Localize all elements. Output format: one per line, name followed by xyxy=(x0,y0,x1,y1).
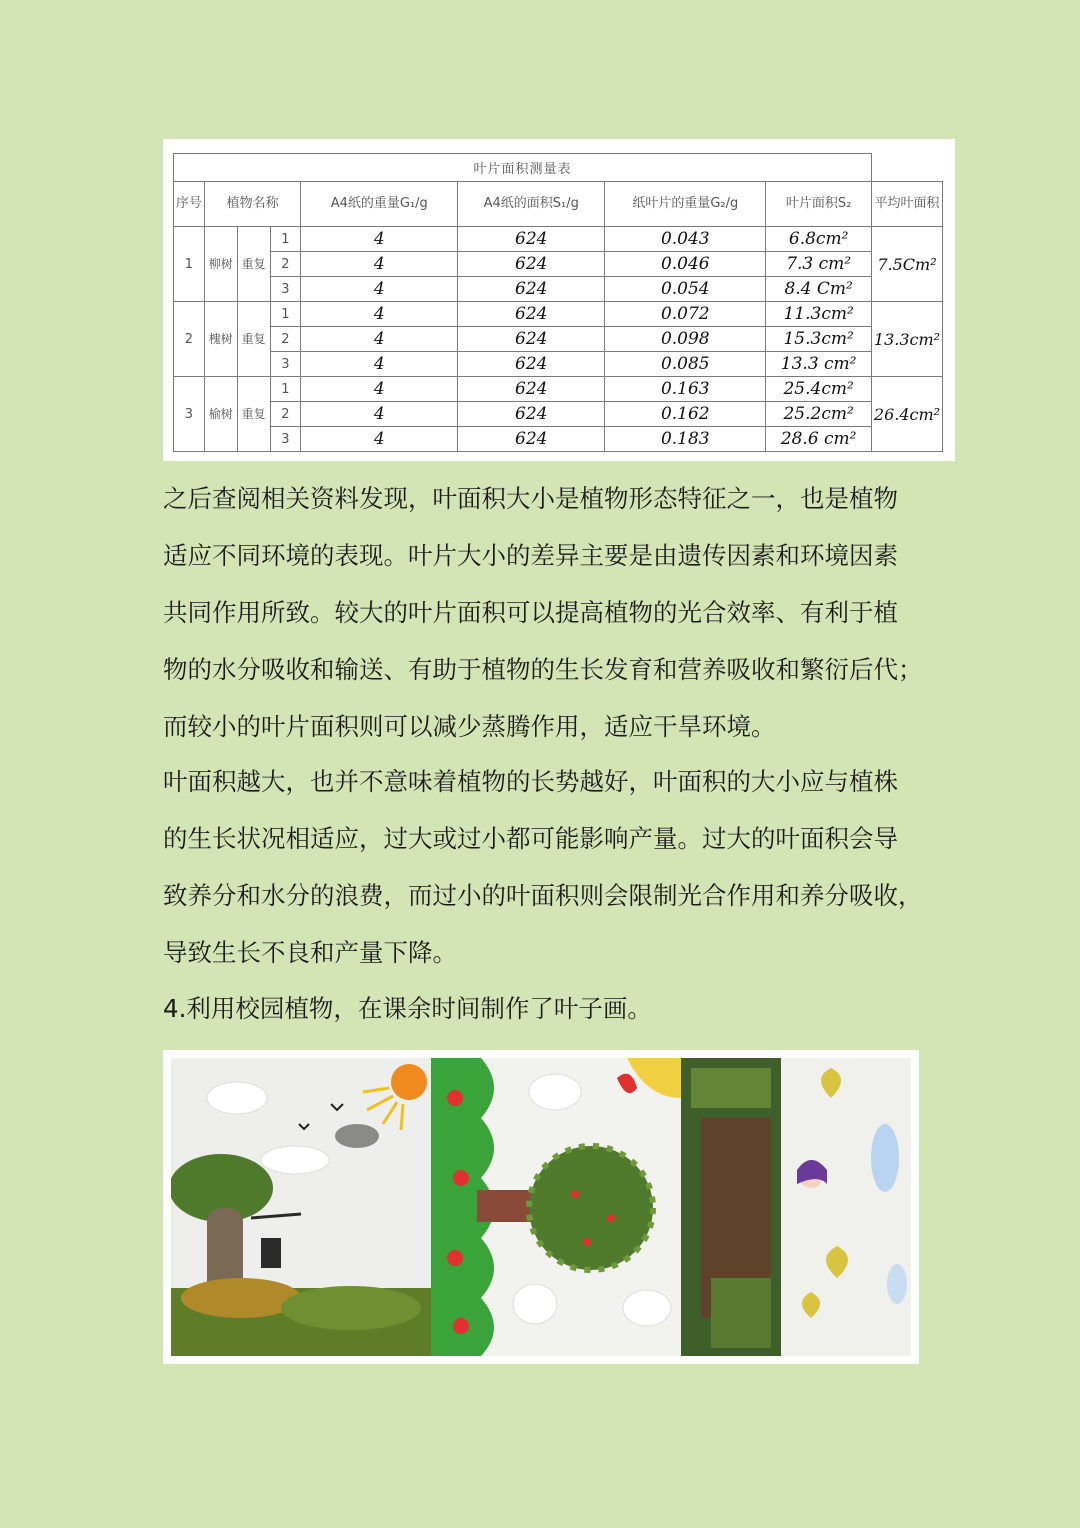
repeat-number: 2 xyxy=(270,402,301,427)
paragraph-leaf-area-yield xyxy=(163,753,943,981)
avg-area-cell: 7.5Cm² xyxy=(872,227,943,302)
paper-leaf-weight-cell: 0.043 xyxy=(605,227,766,252)
leaf-area-cell: 13.3 cm² xyxy=(766,352,872,377)
painting-panel-left xyxy=(171,1058,431,1356)
a4-area-cell: 624 xyxy=(458,252,605,277)
a4-area-cell: 624 xyxy=(458,377,605,402)
table-row xyxy=(174,352,943,377)
paper-leaf-weight-cell: 0.183 xyxy=(605,427,766,452)
repeat-label: 重复 xyxy=(237,302,270,377)
a4-weight-cell: 4 xyxy=(301,427,458,452)
text-line: 物的水分吸收和输送、有助于植物的生长发育和营养吸收和繁衍后代； xyxy=(163,655,923,684)
table-row xyxy=(174,377,943,402)
header-avg-area: 平均叶面积 xyxy=(872,182,943,227)
repeat-number: 3 xyxy=(270,427,301,452)
text-line: 致养分和水分的浪费，而过小的叶面积则会限制光合作用和养分吸收， xyxy=(163,881,923,910)
text-line: 适应不同环境的表现。叶片大小的差异主要是由遗传因素和环境因素 xyxy=(163,541,898,570)
a4-weight-cell: 4 xyxy=(301,377,458,402)
header-a4-weight: A4纸的重量G₁/g xyxy=(301,182,458,227)
leaf-painting-photo xyxy=(163,1050,919,1364)
a4-area-cell: 624 xyxy=(458,427,605,452)
plant-name: 槐树 xyxy=(204,302,237,377)
a4-area-cell: 624 xyxy=(458,277,605,302)
text-line: 而较小的叶片面积则可以减少蒸腾作用，适应干旱环境。 xyxy=(163,712,776,741)
paper-leaf-weight-cell: 0.085 xyxy=(605,352,766,377)
a4-area-cell: 624 xyxy=(458,402,605,427)
text-line: 共同作用所致。较大的叶片面积可以提高植物的光合效率、有利于植 xyxy=(163,598,898,627)
text-line: 导致生长不良和产量下降。 xyxy=(163,938,457,967)
repeat-label: 重复 xyxy=(237,377,270,452)
table-row xyxy=(174,427,943,452)
table-row xyxy=(174,252,943,277)
leaf-area-cell: 6.8cm² xyxy=(766,227,872,252)
header-plant-name: 植物名称 xyxy=(204,182,300,227)
leaf-area-cell: 15.3cm² xyxy=(766,327,872,352)
table-row xyxy=(174,277,943,302)
a4-weight-cell: 4 xyxy=(301,302,458,327)
a4-weight-cell: 4 xyxy=(301,352,458,377)
paper-leaf-weight-cell: 0.054 xyxy=(605,277,766,302)
repeat-number: 1 xyxy=(270,227,301,252)
leaf-area-cell: 11.3cm² xyxy=(766,302,872,327)
paragraph-leaf-painting: 4.利用校园植物，在课余时间制作了叶子画。 xyxy=(163,994,652,1023)
repeat-number: 1 xyxy=(270,377,301,402)
header-leaf-area: 叶片面积S₂ xyxy=(766,182,872,227)
a4-weight-cell: 4 xyxy=(301,327,458,352)
paper-leaf-weight-cell: 0.162 xyxy=(605,402,766,427)
avg-area-cell: 26.4cm² xyxy=(872,377,943,452)
table-row xyxy=(174,302,943,327)
paper-leaf-weight-cell: 0.072 xyxy=(605,302,766,327)
measurement-table-card xyxy=(163,139,955,461)
repeat-number: 3 xyxy=(270,352,301,377)
plant-name: 柳树 xyxy=(204,227,237,302)
a4-weight-cell: 4 xyxy=(301,402,458,427)
painting-panel-right xyxy=(681,1058,911,1356)
repeat-number: 1 xyxy=(270,302,301,327)
group-index: 1 xyxy=(174,227,205,302)
leaf-area-cell: 25.2cm² xyxy=(766,402,872,427)
a4-weight-cell: 4 xyxy=(301,277,458,302)
paper-leaf-weight-cell: 0.163 xyxy=(605,377,766,402)
text-line: 之后查阅相关资料发现，叶面积大小是植物形态特征之一，也是植物 xyxy=(163,484,898,513)
a4-area-cell: 624 xyxy=(458,302,605,327)
table-row xyxy=(174,327,943,352)
leaf-area-table xyxy=(173,153,943,452)
a4-area-cell: 624 xyxy=(458,327,605,352)
paragraph-leaf-area-findings xyxy=(163,470,943,755)
paper-leaf-weight-cell: 0.046 xyxy=(605,252,766,277)
repeat-number: 2 xyxy=(270,252,301,277)
header-index: 序号 xyxy=(174,182,205,227)
table-row xyxy=(174,227,943,252)
a4-weight-cell: 4 xyxy=(301,252,458,277)
avg-area-cell: 13.3cm² xyxy=(872,302,943,377)
table-row xyxy=(174,402,943,427)
leaf-area-cell: 8.4 Cm² xyxy=(766,277,872,302)
leaf-area-cell: 7.3 cm² xyxy=(766,252,872,277)
plant-name: 榆树 xyxy=(204,377,237,452)
repeat-number: 3 xyxy=(270,277,301,302)
a4-area-cell: 624 xyxy=(458,227,605,252)
a4-area-cell: 624 xyxy=(458,352,605,377)
text-line: 叶面积越大，也并不意味着植物的长势越好，叶面积的大小应与植株 xyxy=(163,767,898,796)
group-index: 2 xyxy=(174,302,205,377)
a4-weight-cell: 4 xyxy=(301,227,458,252)
header-a4-area: A4纸的面积S₁/g xyxy=(458,182,605,227)
group-index: 3 xyxy=(174,377,205,452)
leaf-painting-illustration xyxy=(171,1058,911,1356)
paper-leaf-weight-cell: 0.098 xyxy=(605,327,766,352)
table-title: 叶片面积测量表 xyxy=(174,154,872,182)
leaf-area-cell: 28.6 cm² xyxy=(766,427,872,452)
text-line: 的生长状况相适应，过大或过小都可能影响产量。过大的叶面积会导 xyxy=(163,824,898,853)
repeat-number: 2 xyxy=(270,327,301,352)
repeat-label: 重复 xyxy=(237,227,270,302)
header-paper-leaf-weight: 纸叶片的重量G₂/g xyxy=(605,182,766,227)
painting-panel-middle xyxy=(431,1058,681,1356)
leaf-area-cell: 25.4cm² xyxy=(766,377,872,402)
